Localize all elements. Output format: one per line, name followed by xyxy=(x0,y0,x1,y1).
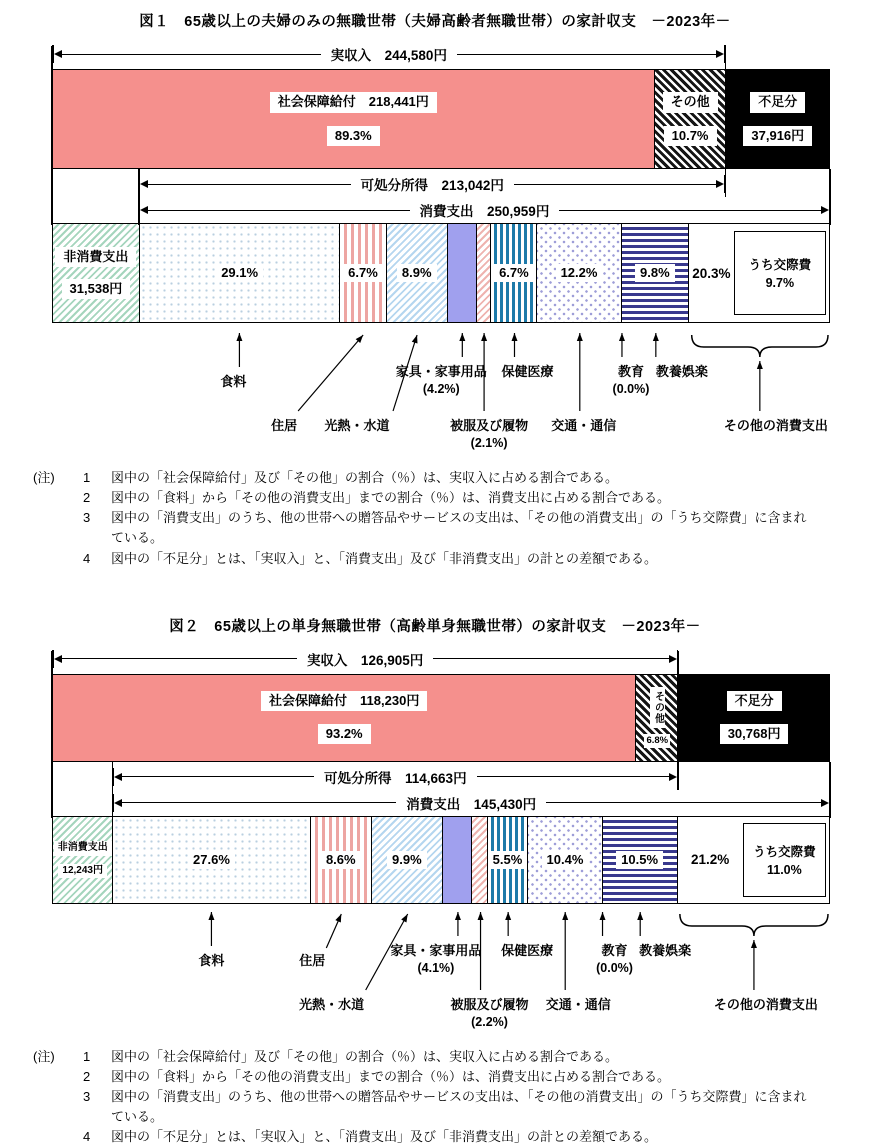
callout-label-5: 保健医療 xyxy=(501,364,554,379)
note-number: 1 xyxy=(83,1048,91,1064)
callout-label-7: 教育 xyxy=(601,942,628,958)
non-consumption-label: 非消費支出 xyxy=(54,841,112,856)
deficit-segment xyxy=(727,70,829,168)
note-text: 図中の「社会保障給付」及び「その他」の割合（％）は、実収入に占める割合である。 xyxy=(111,1048,619,1064)
arrowhead-right-icon xyxy=(821,206,829,214)
pointer-line xyxy=(298,335,363,411)
expense-segment-9 xyxy=(678,817,829,903)
arrowhead-right-icon xyxy=(669,655,677,663)
note-text: 図中の「消費支出」のうち、他の世帯への贈答品やサービスの支出は、「その他の消費支出」の「うち交際費」に含まれている。 xyxy=(111,1088,807,1125)
note-text: 図中の「不足分」とは、「実収入」と、「消費支出」及び「非消費支出」の計との差額である。 xyxy=(111,1129,658,1145)
segment-pct-label: 6.7% xyxy=(343,264,383,282)
other-consumption-pct: 20.3% xyxy=(692,265,731,281)
income-arrow xyxy=(52,646,678,672)
callout-label-5: 保健医療 xyxy=(501,942,554,958)
arrow-line xyxy=(62,658,297,659)
kousaihi-label: うち交際費 xyxy=(748,258,812,273)
expense-segment-8 xyxy=(622,224,690,322)
note-item xyxy=(83,1067,811,1087)
note-text: 図中の「食料」から「その他の消費支出」までの割合（％）は、消費支出に占める割合である。 xyxy=(111,1068,671,1084)
callout-label-8: 教養娯楽 xyxy=(639,942,692,958)
callout-label-2: 光熱・水道 xyxy=(324,418,390,433)
other-income-label: その他 xyxy=(650,687,665,728)
other-consumption-pct: 21.2% xyxy=(691,852,730,868)
arrowhead-left-icon xyxy=(114,773,122,781)
note-item xyxy=(83,1047,811,1067)
guide-line xyxy=(829,169,831,225)
non-consumption-label: 非消費支出 xyxy=(55,247,136,267)
social-security-pct: 89.3% xyxy=(327,126,380,146)
note-item xyxy=(83,488,811,508)
kousaihi-label: うち交際費 xyxy=(753,845,816,860)
expense-segment-4 xyxy=(472,817,488,903)
callout-label-9: その他の消費支出 xyxy=(723,418,828,433)
note-number: 3 xyxy=(83,510,91,526)
arrow-label: 可処分所得 114,663円 xyxy=(314,767,477,787)
figure-1-title: 図１ 65歳以上の夫婦のみの無職世帯（夫婦高齢者無職世帯）の家計収支 －2023年－ xyxy=(139,14,731,30)
callout-label-2: 光熱・水道 xyxy=(299,996,365,1012)
arrowhead-icon xyxy=(455,912,461,920)
social-security-segment xyxy=(53,675,636,761)
arrow-label: 実収入 244,580円 xyxy=(321,44,457,64)
note-number: 2 xyxy=(83,490,91,506)
deficit-label: 不足分 xyxy=(750,92,805,112)
notes-list xyxy=(83,468,811,569)
other-income-segment xyxy=(655,70,727,168)
brace xyxy=(680,914,828,936)
arrowhead-icon xyxy=(619,333,625,341)
arrowhead-right-icon xyxy=(669,773,677,781)
guide-line xyxy=(677,651,679,790)
note-number: 4 xyxy=(83,1129,91,1145)
arrowhead-icon xyxy=(577,333,583,341)
non-consumption-segment xyxy=(53,817,113,903)
expense-segment-3 xyxy=(448,224,477,322)
expense-segment-8 xyxy=(603,817,678,903)
kousaihi-pct: 9.7% xyxy=(765,276,795,291)
arrow-line xyxy=(457,54,716,55)
callout-label-6: 交通・通信 xyxy=(551,418,617,433)
arrow-line xyxy=(433,658,668,659)
segment-pct-label: 10.5% xyxy=(616,851,663,869)
segment-pct-label: 10.4% xyxy=(542,851,589,869)
expense-segment-2 xyxy=(372,817,443,903)
kousaihi-box xyxy=(734,231,826,315)
income-arrow xyxy=(52,41,726,67)
callout-label-3: 家具・家事用品 xyxy=(390,942,482,958)
callout-label-4: 被服及び履物 xyxy=(450,996,529,1012)
callout-label-0: 食料 xyxy=(220,374,247,389)
segment-pct-label: 8.6% xyxy=(321,851,361,869)
guide-line xyxy=(51,651,53,818)
arrowhead-left-icon xyxy=(140,206,148,214)
non-consumption-segment xyxy=(53,224,140,322)
expense-segment-9 xyxy=(689,224,829,322)
callout-label-7: 教育 xyxy=(617,364,644,379)
callout-label-4: 被服及び履物 xyxy=(450,418,529,433)
expense-segment-5 xyxy=(488,817,529,903)
expense-segment-3 xyxy=(443,817,472,903)
arrowhead-icon xyxy=(478,912,484,920)
figure-2-notes xyxy=(33,1047,870,1147)
arrowhead-icon xyxy=(208,912,214,920)
arrowhead-icon xyxy=(562,912,568,920)
segment-pct-label: 9.9% xyxy=(387,851,427,869)
guide-line xyxy=(51,46,53,225)
income-bar xyxy=(52,69,830,169)
arrowhead-icon xyxy=(481,333,487,341)
arrow-label: 可処分所得 213,042円 xyxy=(351,174,514,194)
arrowhead-right-icon xyxy=(821,799,829,807)
expense-bar xyxy=(52,223,830,323)
callout-label-9: その他の消費支出 xyxy=(713,996,818,1012)
arrow-line xyxy=(148,210,409,211)
other-income-pct: 6.8% xyxy=(646,735,669,747)
arrowhead-left-icon xyxy=(114,799,122,807)
deficit-amount: 30,768円 xyxy=(720,724,789,744)
callout-label-3: 家具・家事用品 xyxy=(395,364,487,379)
arrow-label: 消費支出 250,959円 xyxy=(410,200,560,220)
expense-segment-6 xyxy=(537,224,621,322)
note-number: 3 xyxy=(83,1088,91,1104)
arrowhead-icon xyxy=(757,361,763,369)
arrowhead-icon xyxy=(600,912,606,920)
notes-prefix: (注) xyxy=(33,1048,55,1064)
callout-label-1: 住居 xyxy=(271,418,298,433)
arrowhead-icon xyxy=(236,333,242,341)
arrow-line xyxy=(122,776,314,777)
other-income-label: その他 xyxy=(663,92,718,112)
segment-pct-label: 12.2% xyxy=(556,264,603,282)
arrowhead-right-icon xyxy=(716,50,724,58)
expense-segment-1 xyxy=(340,224,386,322)
note-item xyxy=(83,1087,811,1127)
figure-1 xyxy=(0,0,870,569)
note-number: 2 xyxy=(83,1068,91,1084)
expense-segment-6 xyxy=(528,817,602,903)
income-bar xyxy=(52,674,830,762)
note-text: 図中の「消費支出」のうち、他の世帯への贈答品やサービスの支出は、「その他の消費支出」の「うち交際費」に含まれている。 xyxy=(111,510,807,546)
guide-line xyxy=(138,169,140,225)
social-security-label: 社会保障給付 118,230円 xyxy=(261,691,427,711)
arrowhead-icon xyxy=(637,912,643,920)
note-text: 図中の「食料」から「その他の消費支出」までの割合（％）は、消費支出に占める割合である。 xyxy=(111,490,671,506)
disposable-income-arrow xyxy=(112,764,678,790)
callout-label-1: 住居 xyxy=(299,952,326,968)
social-security-pct: 93.2% xyxy=(318,724,371,744)
note-item xyxy=(83,468,811,488)
arrowhead-icon xyxy=(751,940,757,948)
note-item xyxy=(83,1127,811,1147)
arrowhead-icon xyxy=(505,912,511,920)
other-income-pct: 10.7% xyxy=(664,126,717,146)
kousaihi-box xyxy=(743,823,826,897)
arrowhead-icon xyxy=(412,335,418,344)
guide-line xyxy=(725,46,727,197)
kousaihi-pct: 11.0% xyxy=(766,863,802,878)
arrowhead-icon xyxy=(401,914,407,922)
consumption-arrow xyxy=(112,790,830,816)
arrow-line xyxy=(122,802,396,803)
arrowhead-right-icon xyxy=(716,180,724,188)
guide-line xyxy=(829,762,831,818)
deficit-label: 不足分 xyxy=(727,691,782,711)
non-consumption-amount: 31,538円 xyxy=(62,279,131,299)
callout-label-0: 食料 xyxy=(198,952,225,968)
arrow-line xyxy=(514,184,716,185)
notes-list xyxy=(83,1047,811,1147)
note-item xyxy=(83,549,811,569)
expense-segment-5 xyxy=(491,224,537,322)
consumption-arrow xyxy=(139,197,830,223)
deficit-segment xyxy=(679,675,829,761)
arrowhead-icon xyxy=(459,333,465,341)
expense-segment-0 xyxy=(113,817,310,903)
arrow-line xyxy=(559,210,820,211)
note-number: 1 xyxy=(83,470,91,485)
figure-2 xyxy=(0,605,870,1147)
segment-pct-label: 27.6% xyxy=(188,851,235,869)
segment-pct-label: 9.8% xyxy=(635,264,675,282)
arrow-line xyxy=(148,184,350,185)
figure-2-title: 図２ 65歳以上の単身無職世帯（高齢単身無職世帯）の家計収支 －2023年－ xyxy=(169,618,701,635)
disposable-income-arrow xyxy=(139,171,726,197)
deficit-amount: 37,916円 xyxy=(743,126,812,146)
arrowhead-left-icon xyxy=(140,180,148,188)
notes-prefix: (注) xyxy=(33,470,55,485)
callout-sublabel-7: (0.0%) xyxy=(596,960,633,975)
callout-sublabel-3: (4.1%) xyxy=(417,960,455,975)
arrow-label: 実収入 126,905円 xyxy=(297,649,433,669)
segment-pct-label: 5.5% xyxy=(488,851,528,869)
expense-bar xyxy=(52,816,830,904)
segment-pct-label: 6.7% xyxy=(494,264,534,282)
callout-sublabel-7: (0.0%) xyxy=(612,382,650,396)
brace xyxy=(692,335,828,357)
arrowhead-left-icon xyxy=(54,50,62,58)
note-item xyxy=(83,508,811,548)
note-text: 図中の「不足分」とは、「実収入」と、「消費支出」及び「非消費支出」の計との差額である。 xyxy=(111,550,658,566)
note-text: 図中の「社会保障給付」及び「その他」の割合（％）は、実収入に占める割合である。 xyxy=(111,470,619,485)
figure-1-chart xyxy=(52,41,830,452)
callout-label-8: 教養娯楽 xyxy=(655,364,708,379)
non-consumption-amount: 12,243円 xyxy=(58,864,107,879)
note-number: 4 xyxy=(83,550,91,566)
arrowhead-icon xyxy=(511,333,517,341)
expense-segment-2 xyxy=(387,224,448,322)
callout-label-6: 交通・通信 xyxy=(545,996,611,1012)
arrow-line xyxy=(62,54,321,55)
expense-segment-4 xyxy=(477,224,491,322)
figure-2-chart xyxy=(52,646,830,1031)
callout-sublabel-4: (2.1%) xyxy=(470,436,508,450)
segment-pct-label: 29.1% xyxy=(216,264,263,282)
other-income-segment xyxy=(636,675,679,761)
figure-1-notes xyxy=(33,468,870,569)
arrowhead-left-icon xyxy=(54,655,62,663)
arrowhead-icon xyxy=(653,333,659,341)
social-security-label: 社会保障給付 218,441円 xyxy=(270,92,437,112)
callout-sublabel-3: (4.2%) xyxy=(422,382,460,396)
arrow-line xyxy=(546,802,820,803)
callout-sublabel-4: (2.2%) xyxy=(471,1014,508,1029)
guide-line xyxy=(112,762,114,818)
arrowhead-icon xyxy=(335,914,341,923)
expense-segment-0 xyxy=(140,224,341,322)
segment-pct-label: 8.9% xyxy=(397,264,437,282)
social-security-segment xyxy=(53,70,655,168)
arrow-label: 消費支出 145,430円 xyxy=(396,793,546,813)
expense-segment-1 xyxy=(311,817,372,903)
arrow-line xyxy=(477,776,669,777)
